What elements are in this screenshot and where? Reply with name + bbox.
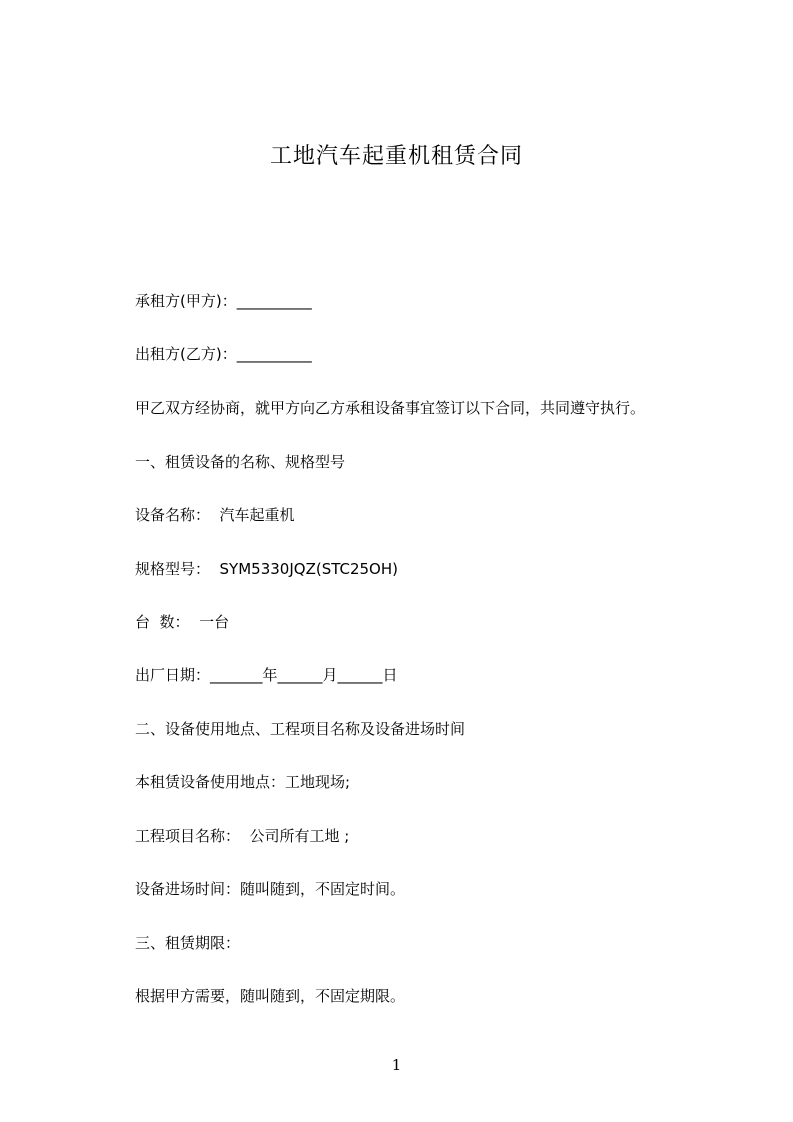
document-title: 工地汽车起重机租赁合同 <box>269 144 523 169</box>
section-3-heading: 三、租赁期限： <box>135 934 241 952</box>
equipment-name-line: 设备名称： 汽车起重机 <box>135 506 295 524</box>
page-number: 1 <box>391 1056 402 1074</box>
lease-term-line: 根据甲方需要，随叫随到，不固定期限。 <box>135 987 406 1005</box>
manufacture-date-line: 出厂日期：_______年______月______日 <box>135 666 398 684</box>
project-name-line: 工程项目名称： 公司所有工地 ; <box>135 827 350 845</box>
lessor-party-line: 出租方(乙方)：__________ <box>135 345 312 363</box>
lessee-party-line: 承租方(甲方)：__________ <box>135 292 312 310</box>
equipment-model-line: 规格型号： SYM5330JQZ(STC25OH) <box>135 560 398 578</box>
usage-location-line: 本租赁设备使用地点：工地现场; <box>135 773 351 791</box>
agreement-intro-line: 甲乙双方经协商，就甲方向乙方承租设备事宜签订以下合同，共同遵守执行。 <box>135 399 646 417</box>
section-1-heading: 一、租赁设备的名称、规格型号 <box>135 453 346 471</box>
section-2-heading: 二、设备使用地点、工程项目名称及设备进场时间 <box>135 720 466 738</box>
entry-time-line: 设备进场时间：随叫随到，不固定时间。 <box>135 880 406 898</box>
equipment-quantity-line: 台 数： 一台 <box>135 613 230 631</box>
